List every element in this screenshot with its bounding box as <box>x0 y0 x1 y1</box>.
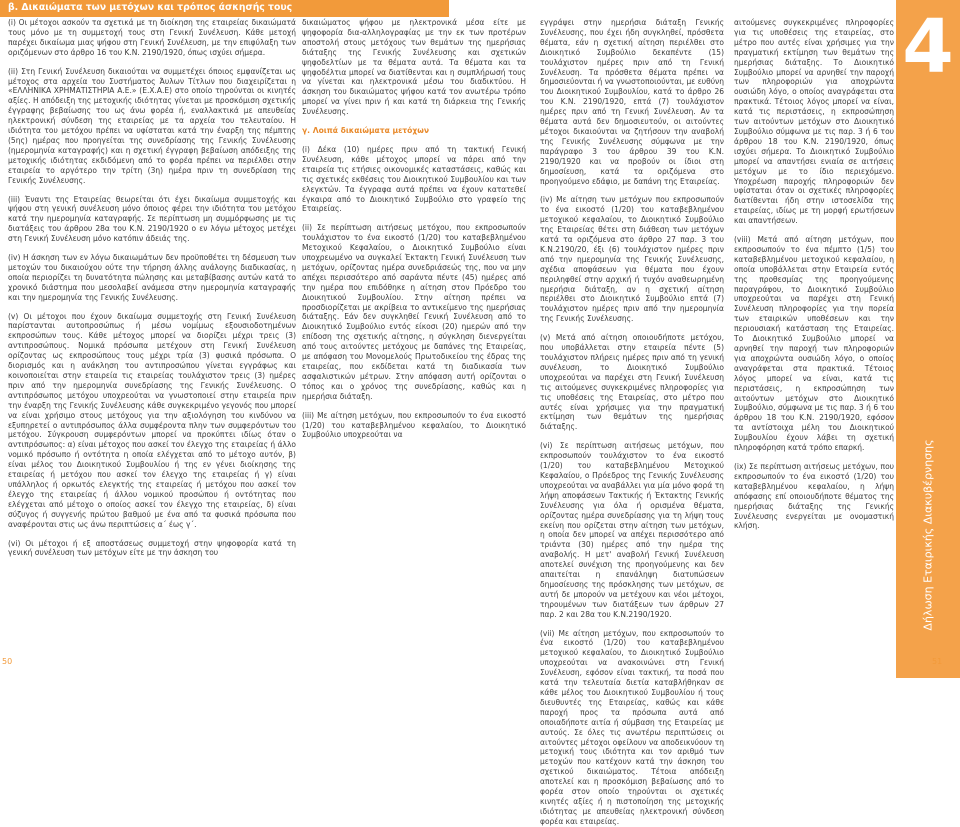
paragraph: (vi) Σε περίπτωση αιτήσεως μετόχων, που εκπροσωπούν τουλάχιστον το ένα εικοστό (1/20) του καταβεβλημένου Μετοχικού Κεφαλαίου, ο Πρόεδρος της Γενικής Συνέλευσης υποχρεούται να αναβάλλει για μία μόνο φορά τη λήψη αποφάσεων Τακτικής ή Έκτακτης Γενικής Συνέλευσης για όλα ή ορισμένα θέματα, ορίζοντας ημέρα συνεδρίασης για τη λήψη τους εκείνη που ορίζεται στην αίτηση των μετόχων, η οποία δεν μπορεί να απέχει περισσότερο από τριάντα (30) ημέρες από την ημέρα της αναβολής. Η μετ' αναβολή Γενική Συνέλευση αποτελεί συνέχιση της προηγούμενης και δεν απαιτείται η επανάληψη διατυπώσεων δημοσίευσης της πρόσκλησης των μετόχων, σε αυτή δε μπορούν να μετέχουν και νέοι μέτοχοι, τηρουμένων των διατάξεων των άρθρων 27 παρ. 2 και 28α του Κ.Ν.2190/1920. <box>540 441 724 619</box>
paragraph: (vii) Με αίτηση μετόχων, που εκπροσωπούν το ένα εικοστό (1/20) του καταβεβλημένου μετοχικού κεφαλαίου, το Διοικητικό Συμβούλιο υποχρεούται να ανακοινώνει στη Γενική Συνέλευση, εφόσον είναι τακτική, τα ποσά που κατά την τελευταία διετία καταβλήθηκαν σε κάθε μέλος του Διοικητικού Συμβουλίου ή τους διευθυντές της Εταιρείας, καθώς και κάθε παροχή προς τα πρόσωπα αυτά από οποιαδήποτε αιτία ή σύμβαση της Εταιρείας με αυτούς. Σε όλες τις ανωτέρω περιπτώσεις οι αιτούντες μέτοχοι οφείλουν να αποδεικνύουν τη μετοχική τους ιδιότητα και τον αριθμό των μετοχών που κατέχουν κατά την άσκηση του σχετικού δικαιώματος. Τέτοια απόδειξη αποτελεί και η προσκόμιση βεβαίωσης από το φορέα στον οποίο τηρούνται οι σχετικές κινητές αξίες ή η πιστοποίηση της μετοχικής ιδιότητας με απευθείας ηλεκτρονική σύνδεση φορέα και εταιρείας. <box>540 628 724 826</box>
paragraph: (i) Δέκα (10) ημέρες πριν από τη τακτική Γενική Συνέλευση, κάθε μέτοχος μπορεί να πάρει από την εταιρεία τις ετήσιες οικονομικές καταστάσεις, καθώς και τις σχετικές εκθέσεις του Διοικητικού Συμβουλίου και των ελεγκτών. Τα έγγραφα αυτά πρέπει να έχουν κατατεθεί έγκαιρα από το Διοικητικό Συμβούλιο στο γραφείο της Εταιρείας. <box>302 144 526 214</box>
vertical-title-container <box>900 400 956 670</box>
paragraph: (ii) Σε περίπτωση αιτήσεως μετόχου, που εκπροσωπούν τουλάχιστον το ένα εικοστό (1/20) του καταβεβλημένου Μετοχικού Κεφαλαίου, ο Διοικητικό Συμβούλιο είναι υποχρεωμένο να συγκαλεί Έκτακτη Γενική Συνέλευση των μετόχων, ορίζοντας ημέρα συνεδριάσεώς της, που να μην απέχει περισσότερο από σαράντα πέντε (45) ημέρες από την ημέρα που επιδόθηκε η αίτηση στον Πρόεδρο του Διοικητικού Συμβουλίου. Στην αίτηση πρέπει να προσδιορίζεται με ακρίβεια το αντικείμενο της ημερήσιας διάταξης. Εάν δεν συγκληθεί Γενική Συνέλευση από το Διοικητικό Συμβούλιο εντός είκοσι (20) ημερών από την επίδοση της σχετικής αίτησης, η σύγκληση διενεργείται από τους αιτούντες μετόχους με δαπάνες της Εταιρείας, με απόφαση του Μονομελούς Πρωτοδικείου της έδρας της εταιρείας, που εκδίδεται κατά τη διαδικασία των ασφαλιστικών μέτρων. Στην απόφαση αυτή ορίζονται ο τόπος και ο χρόνος της συνεδρίασης, καθώς και η ημερήσια διάταξη. <box>302 223 526 401</box>
paragraph: αιτούμενες συγκεκριμένες πληροφορίες για τις υποθέσεις της εταιρείας, στο μέτρο που αυτές είναι χρήσιμες για την πραγματική εκτίμηση των θεμάτων της ημερήσιας διάταξης. Το Διοικητικό Συμβούλιο μπορεί να αρνηθεί την παροχή των πληροφοριών για αποχρώντα ουσιώδη λόγο, ο οποίος αναγράφεται στα πρακτικά. Τέτοιος λόγος μπορεί να είναι, κατά τις περιστάσεις, η εκπροσώπηση των αιτούντων μετόχων στο Διοικητικό Συμβούλιο σύμφωνα με τις παρ. 3 ή 6 του άρθρου 18 του Κ.Ν. 2190/1920, όπως ισχύει σήμερα. Το Διοικητικό Συμβούλιο μπορεί να απαντήσει ενιαία σε αιτήσεις μετόχων με το ίδιο περιεχόμενο. Υποχρέωση παροχής πληροφοριών δεν υφίσταται όταν οι σχετικές πληροφορίες διατίθενται ήδη στην ιστοσελίδα της εταιρείας, ιδίως με τη μορφή ερωτήσεων και απαντήσεων. <box>734 18 894 226</box>
paragraph: (viii) Μετά από αίτηση μετόχων, που εκπροσωπούν το ένα πέμπτο (1/5) του καταβεβλημένου μετοχικού κεφαλαίου, η οποία υποβάλλεται στην Εταιρεία εντός της προθεσμίας της προηγούμενης παραγράφου, το Διοικητικό Συμβούλιο υποχρεούται να παρέχει στη Γενική Συνέλευση πληροφορίες για την πορεία των εταιρικών υποθέσεων και την περιουσιακή κατάσταση της Εταιρείας. Το Διοικητικό Συμβούλιο μπορεί να αρνηθεί την παροχή των πληροφοριών για αποχρώντα ουσιώδη λόγο, ο οποίος αναγράφεται στα πρακτικά. Τέτοιος λόγος μπορεί να είναι, κατά τις περιστάσεις, η εκπροσώπηση των αιτούντων μετόχων στο Διοικητικό Συμβούλιο, σύμφωνα με τις παρ. 3 ή 6 του άρθρου 18 του Κ.Ν. 2190/1920, εφόσον τα αντίστοιχα μέλη του Διοικητικού Συμβουλίου έχουν λάβει τη σχετική πληροφόρηση κατά τρόπο επαρκή. <box>734 235 894 453</box>
section-header-bar <box>0 0 449 17</box>
paragraph: (ii) Στη Γενική Συνέλευση δικαιούται να συμμετέχει όποιος εμφανίζεται ως μέτοχος στα αρχεία του Συστήματος Άυλων Τίτλων που διαχειρίζεται η «ΕΛΛΗΝΙΚΑ ΧΡΗΜΑΤΙΣΤΗΡΙΑ Α.Ε.» (Ε.Χ.Α.Ε) στο οποίο τηρούνται οι κινητές αξίες. Η απόδειξη της μετοχικής ιδιότητας γίνεται με προσκόμιση σχετικής έγγραφης βεβαίωσης του ως άνω φορέα ή, εναλλακτικά με απευθείας ηλεκτρονική σύνδεση της εταιρείας με τα αρχεία του τελευταίου. Η ιδιότητα του μετόχου πρέπει να υφίσταται κατά την έναρξη της πέμπτης (5ης) ημέρας που προηγείται της συνεδρίασης της Γενικής Συνέλευσης (ημερομηνία καταγραφής) και η σχετική έγγραφη βεβαίωση απόδειξης της μετοχικής ιδιότητας εκδιδόμενη από το φορέα πρέπει να περιέλθει στην εταιρεία το αργότερο την τρίτη (3η) ημέρα πριν τη συνεδρίαση της Γενικής Συνέλευσης. <box>8 66 296 185</box>
vertical-section-title: Δήλωση Εταιρικής Διακυβέρνησης <box>921 439 935 631</box>
text-column-4 <box>734 18 894 658</box>
paragraph: (iii) Έναντι της Εταιρείας θεωρείται ότι έχει δικαίωμα συμμετοχής και ψήφου στη γενική συνέλευση μόνο όποιος φέρει την ιδιότητα του μετόχου κατά την ημερομηνία καταγραφής. Σε περίπτωση μη συμμόρφωσης με τις διατάξεις του άρθρου 28α του Κ.Ν. 2190/1920 ο εν λόγω μέτοχος μετέχει στη Γενική Συνέλευση μόνο κατόπιν άδειάς της. <box>8 194 296 244</box>
paragraph: (iv) Η άσκηση των εν λόγω δικαιωμάτων δεν προϋποθέτει τη δέσμευση των μετοχών του δικαιούχου ούτε την τήρηση άλλης ανάλογης διαδικασίας, η οποία περιορίζει τη δυνατότητα πώλησης και μεταβίβασης αυτών κατά το χρονικό διάστημα που μεσολαβεί ανάμεσα στην ημερομηνία καταγραφής και την ημερομηνία της Γενικής Συνέλευσης. <box>8 253 296 302</box>
paragraph: (v) Οι μέτοχοι που έχουν δικαίωμα συμμετοχής στη Γενική Συνέλευση παρίστανται αυτοπροσώπως ή μέσω νομίμως εξουσιοδοτημένων εκπροσώπων τους. Κάθε μέτοχος μπορεί να διορίζει μέχρι τρεις (3) αντιπροσώπους. Νομικά πρόσωπα μετέχουν στη Γενική Συνέλευση ορίζοντας ως εκπροσώπους τους μέχρι τρία (3) φυσικά πρόσωπα. Ο διορισμός και η ανάκληση του αντιπροσώπου γίνεται εγγράφως και κοινοποιείται στην εταιρεία τις εταιρείας τουλάχιστον τρεις (3) ημέρες πριν από την ημερομηνία συνεδρίασης της Γενικής Συνέλευσης. Ο αντιπρόσωπος μετόχου υποχρεούται να γνωστοποιεί στην εταιρεία πριν την έναρξη της Γενικής Συνέλευσης κάθε συγκεκριμένο γεγονός που μπορεί να είναι χρήσιμο στους μετόχους για την αξιολόγηση του κινδύνου να εξυπηρετεί ο αντιπρόσωπος άλλα συμφέροντα πλην των συμφερόντων του μετόχου. Σύγκρουση συμφερόντων μπορεί να προκύπτει ιδίως όταν ο αντιπρόσωπος: α) είναι μέτοχος που ασκεί τον έλεγχο της εταιρείας ή άλλο νομικό πρόσωπο ή οντότητα η οποία ελέγχεται από το μέτοχο αυτόν, β) είναι μέλος του Διοικητικού Συμβουλίου ή της εν γένει διοίκησης της εταιρείας ή μετόχου που ασκεί τον έλεγχο της εταιρείας ή γ) είναι υπάλληλος ή ορκωτός ελεγκτής της εταιρείας ή μετόχου που ασκεί τον έλεγχο της εταιρείας ή άλλου νομικού προσώπου ή οντότητας που ελέγχεται από μέτοχο ο οποίος ασκεί τον έλεγχο της εταιρείας, δ) είναι σύζυγος ή συγγενής πρώτου βαθμού με ένα από τα φυσικά πρόσωπα που αναφέρονται στις ως άνω περιπτώσεις α΄ έως γ΄. <box>8 311 296 529</box>
paragraph: (iv) Με αίτηση των μετόχων που εκπροσωπούν το ένα εικοστό (1/20) του καταβεβλημένου μετοχικού κεφαλαίου, το Διοικητικό Συμβούλιο της Εταιρείας θέτει στη διάθεση των μετόχων κατά τα οριζόμενα στο άρθρο 27 παρ. 3 του Κ.Ν.2190/20, έξι (6) τουλάχιστον ημέρες πριν από την ημερομηνία της Γενικής Συνέλευσης, σχέδια αποφάσεων για θέματα που έχουν περιληφθεί στην αρχική ή τυχόν αναθεωρημένη ημερήσια διάταξη, αν η σχετική αίτηση περιέλθει στο Διοικητικό Συμβούλιο επτά (7) τουλάχιστον ημέρες πριν από την ημερομηνία της Γενικής Συνέλευσης. <box>540 195 724 324</box>
paragraph: (iii) Με αίτηση μετόχων, που εκπροσωπούν το ένα εικοστό (1/20) του καταβεβλημένου κεφαλαίου, το Διοικητικό Συμβούλιο υποχρεούται να <box>302 410 526 440</box>
text-column-1 <box>8 18 296 658</box>
section-title: β. Δικαιώματα των μετόχων και τρόπος άσκησής τους <box>8 2 293 13</box>
text-column-2 <box>302 18 526 658</box>
text-column-3 <box>540 18 724 826</box>
paragraph: εγγράψει στην ημερήσια διάταξη Γενικής Συνέλευσης, που έχει ήδη συγκληθεί, πρόσθετα θέματα, εάν η σχετική αίτηση περιέλθει στο Διοικητικό Συμβούλιο δεκαπέντε (15) τουλάχιστον ημέρες πριν από τη Γενική Συνέλευση. Τα πρόσθετα θέματα πρέπει να δημοσιεύονται ή να γνωστοποιούνται, με ευθύνη του Διοικητικού Συμβουλίου, κατά το άρθρο 26 του Κ.Ν. 2190/1920, επτά (7) τουλάχιστον ημέρες πριν από τη Γενική Συνέλευση. Αν τα θέματα αυτά δεν δημοσιευτούν, οι αιτούντες μέτοχοι δικαιούνται να ζητήσουν την αναβολή της Γενικής Συνέλευσης σύμφωνα με την παράγραφο 3 του άρθρου 39 του Κ.Ν. 2190/1920 και να προβούν οι ίδιοι στη δημοσίευση, κατά τα οριζόμενα στο προηγούμενο εδάφιο, με δαπάνη της Εταιρείας. <box>540 18 724 186</box>
paragraph: (i) Οι μέτοχοι ασκούν τα σχετικά με τη διοίκηση της εταιρείας δικαιώματά τους μόνο με τη συμμετοχή τους στη Γενική Συνέλευση. Κάθε μετοχή παρέχει δικαίωμα μιας ψήφου στη Γενική Συνέλευση, με την επιφύλαξη των οριζόμενων στο άρθρο 16 του Κ.Ν. 2190/1920, όπως ισχύει σήμερα. <box>8 18 296 57</box>
paragraph: δικαιώματος ψήφου με ηλεκτρονικά μέσα είτε με ψηφοφορία δια-αλληλογραφίας με την εκ των προτέρων αποστολή στους μετόχους των θεμάτων της ημερήσιας διάταξης της Γενικής Συνέλευσης και σχετικών ψηφοδελτίων με τα θέματα αυτά. Τα θέματα και τα ψηφοδέλτια μπορεί να διατίθενται και η συμπλήρωσή τους να γίνεται και ηλεκτρονικά μέσω του διαδικτύου. Η άσκηση του δικαιώματος ψήφου κατά τον ανωτέρω τρόπο μπορεί να γίνει πριν ή και κατά τη διάρκεια της Γενικής Συνέλευσης. <box>302 18 526 117</box>
chapter-number: 4 <box>902 4 954 90</box>
page-number-left: 50 <box>2 657 13 666</box>
subsection-heading: γ. Λοιπά δικαιώματα μετόχων <box>302 126 430 136</box>
paragraph: (vi) Οι μέτοχοι ή εξ αποστάσεως συμμετοχή στην ψηφοφορία κατά τη γενική συνέλευση των μετόχων είτε με την άσκηση του <box>8 538 296 558</box>
paragraph: (v) Μετά από αίτηση οποιουδήποτε μετόχου, που υποβάλλεται στην εταιρεία πέντε (5) τουλάχιστον πλήρεις ημέρες πριν από τη γενική συνέλευση, το Διοικητικό Συμβούλιο υποχρεούται να παρέχει στη Γενική Συνέλευση τις αιτούμενες συγκεκριμένες πληροφορίες για τις υποθέσεις της Εταιρείας, στο μέτρο που αυτές είναι χρήσιμες για την πραγματική εκτίμηση των θεμάτων της ημερήσιας διάταξης. <box>540 333 724 432</box>
page-number-right: 51 <box>932 657 943 666</box>
paragraph: (ix) Σε περίπτωση αιτήσεως μετόχων, που εκπροσωπούν το ένα εικοστό (1/20) του καταβεβλημένου κεφαλαίου, η λήψη απόφασης επί οποιουδήποτε θέματος της ημερήσιας διάταξης της Γενικής Συνέλευσης ενεργείται με ονομαστική κλήση. <box>734 461 894 531</box>
